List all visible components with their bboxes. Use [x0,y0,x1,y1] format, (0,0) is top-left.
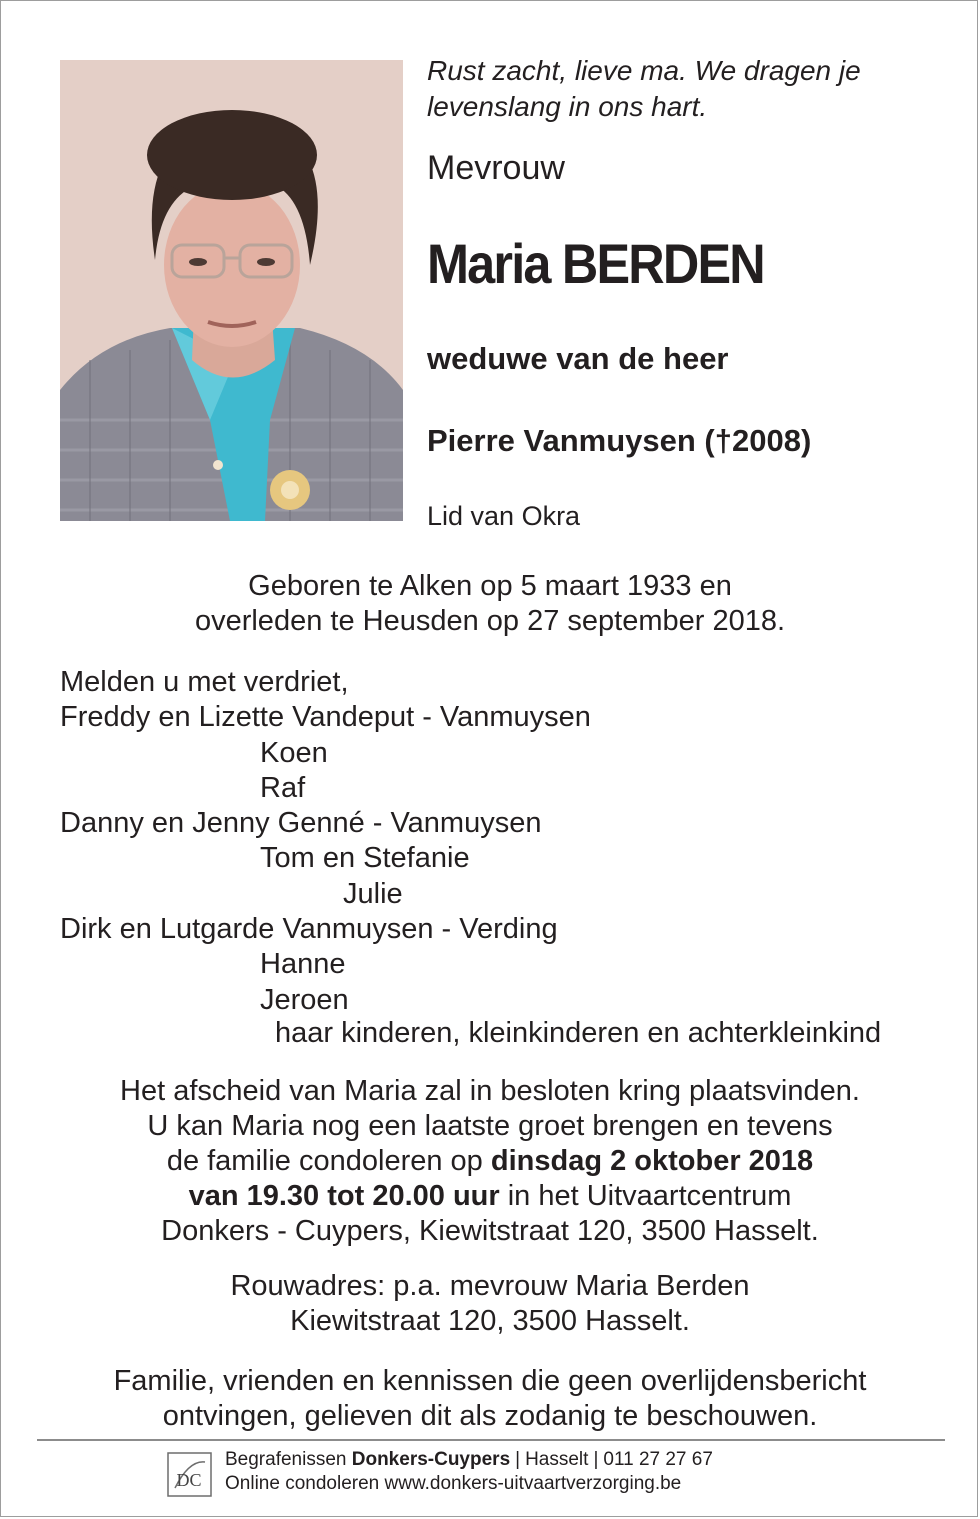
ceremony-line: U kan Maria nog een laatste groet brengen en tevens [147,1110,833,1142]
death-line: overleden te Heusden op 27 september 2018. [194,605,786,637]
mourning-address [1,1269,979,1339]
farewell-quote [427,53,947,125]
quote-line: Rust zacht, lieve ma. We dragen je [427,55,861,86]
funeral-home-logo-icon [167,1452,212,1497]
ceremony-line [1,1179,979,1214]
logo-text: DC [176,1470,202,1490]
title-word: Mevrouw [427,149,565,187]
family-intro: Melden u met verdriet, [60,666,349,698]
birth-line: Geboren te Alken op 5 maart 1933 en [248,570,732,602]
spouse-name: Pierre Vanmuysen (†2008) [427,423,812,458]
notice-line: Familie, vrienden en kennissen die geen overlijdensbericht [113,1365,867,1397]
ceremony-date: dinsdag 2 oktober 2018 [490,1145,814,1177]
ceremony-text [1,1074,979,1249]
family-line: Danny en Jenny Genné - Vanmuysen [60,807,542,840]
header-text [427,53,947,125]
address-line: Rouwadres: p.a. mevrouw Maria Berden [230,1270,750,1302]
footer-city: Hasselt [525,1449,589,1470]
membership: Lid van Okra [427,501,581,531]
ceremony-line: Het afscheid van Maria zal in besloten kring plaatsvinden. [120,1075,860,1107]
ceremony-line: Donkers - Cuypers, Kiewitstraat 120, 3500 Hasselt. [161,1215,819,1247]
footer-line: Begrafenissen Donkers-Cuypers | Hasselt | 011 27 27 67 [225,1449,713,1470]
family-closing: haar kinderen, kleinkinderen en achterkleinkind [275,1017,882,1049]
portrait-illustration [60,60,403,521]
notice-line: ontvingen, gelieven dit als zodanig te beschouwen. [162,1400,818,1432]
footer-divider [37,1439,945,1441]
family-line: Tom en Stefanie [260,842,470,875]
family-line: Raf [260,771,306,804]
ceremony-line [1,1144,979,1179]
family-line: Koen [260,736,328,769]
footer-prefix: Begrafenissen [225,1449,352,1470]
deceased-name: Maria BERDEN [427,232,764,295]
ceremony-time: van 19.30 tot 20.00 uur [188,1180,500,1212]
address-line: Kiewitstraat 120, 3500 Hasselt. [290,1305,690,1337]
footer-phone: 011 27 27 67 [603,1449,713,1470]
spouse-intro: weduwe van de heer [427,341,729,376]
notice-text [1,1364,979,1434]
family-line: Jeroen [260,983,349,1016]
footer-text [225,1448,713,1496]
ceremony-text-part: de familie condoleren op [166,1145,491,1177]
family-line: Julie [343,877,403,910]
footer [167,1448,867,1496]
quote-line: levenslang in ons hart. [427,91,708,122]
family-line: Freddy en Lizette Vandeput - Vanmuysen [60,701,591,734]
funeral-home-name: Donkers-Cuypers [351,1449,511,1470]
family-list [60,665,591,1018]
birth-death-text [1,569,979,639]
footer-website-line: Online condoleren www.donkers-uitvaartverzorging.be [225,1473,682,1494]
portrait-photo [60,60,403,521]
family-line: Dirk en Lutgarde Vanmuysen - Verding [60,913,558,946]
family-line: Hanne [260,948,346,981]
ceremony-text-part: in het Uitvaartcentrum [499,1180,792,1212]
